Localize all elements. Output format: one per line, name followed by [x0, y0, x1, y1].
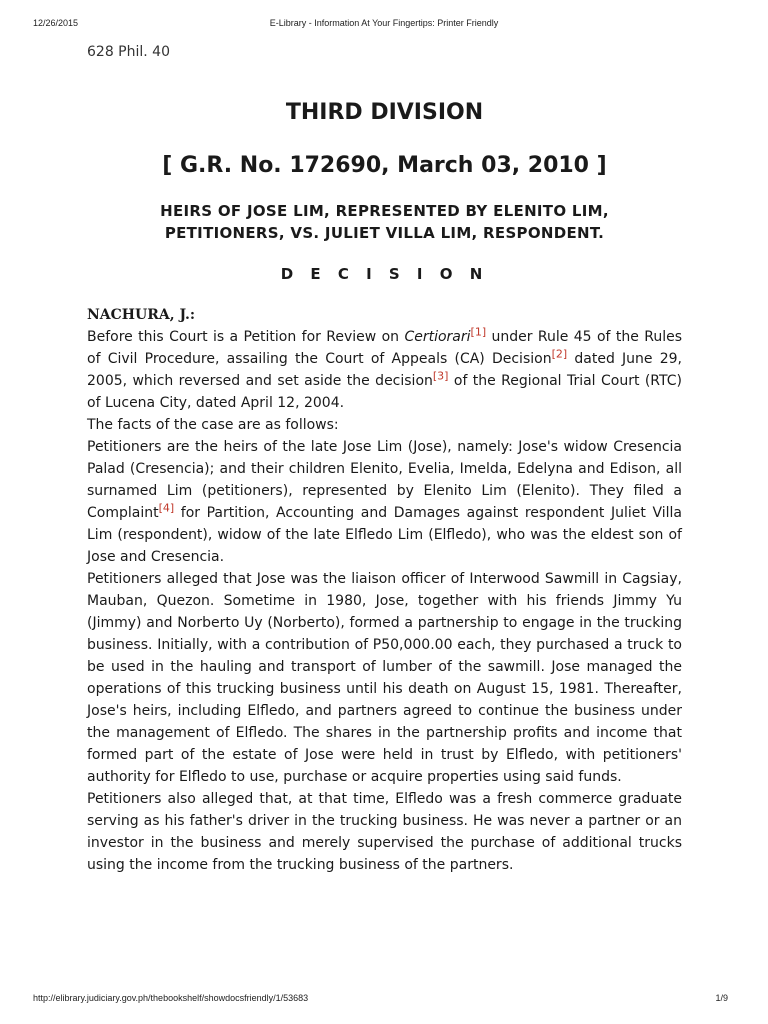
citation: 628 Phil. 40: [87, 44, 170, 60]
print-page-number: 1/9: [715, 993, 728, 1003]
p1-text-c: dated June 29, 2005, which reversed and set aside the decision: [87, 351, 682, 389]
ponente: NACHURA, J.:: [87, 307, 196, 323]
paragraph-2: The facts of the case are as follows:: [87, 417, 339, 433]
parties-line-2: PETITIONERS, VS. JULIET VILLA LIM, RESPONDENT.: [164, 224, 605, 242]
footnote-link-3[interactable]: [3]: [432, 369, 449, 383]
p1-italic-certiorari: Certiorari: [404, 329, 471, 345]
paragraph-4: Petitioners alleged that Jose was the liaison officer of Interwood Sawmill in Cagsiay, Mauban, Quezon. Sometime in 1980, Jose, together with his friends Jimmy Yu (Jimmy) and Norberto Uy (Norberto), formed a partnership to engage in the trucking business. Initially, with a contribution of P50,000.00 each, they purchased a truck to be used in the hauling and transport of lumber of the sawmill. Jose managed the operations of this trucking business until his death on August 15, 1981. Thereafter, Jose's heirs, including Elfledo, and partners agreed to continue the business under the management of Elfledo. The shares in the partnership profits and income that formed part of the estate of Jose were held in trust by Elfledo, with petitioners' authority for Elfledo to use, purchase or acquire properties using said funds.: [87, 571, 682, 785]
print-date: 12/26/2015: [33, 18, 79, 28]
case-number-heading: [ G.R. No. 172690, March 03, 2010 ]: [162, 153, 607, 178]
p3-text-a: Petitioners are the heirs of the late Jose Lim (Jose), namely: Jose's widow Cresencia Palad (Cresencia); and their children Elenito, Evelia, Imelda, Edelyna and Edison, all surnamed Lim (petitioners), represented by Elenito Lim (Elenito). They filed a Complaint: [87, 439, 682, 521]
footnote-link-4[interactable]: [4]: [158, 501, 175, 515]
paragraph-3: [87, 436, 682, 568]
case-parties: [87, 200, 682, 244]
footnote-link-2[interactable]: [2]: [551, 347, 568, 361]
print-footer: [0, 993, 768, 1005]
decision-heading: D E C I S I O N: [280, 265, 489, 283]
p1-text-d: of the Regional Trial Court (RTC) of Lucena City, dated April 12, 2004.: [87, 373, 682, 411]
document-body: [87, 42, 682, 876]
division-heading: THIRD DIVISION: [285, 100, 484, 125]
print-url: http://elibrary.judiciary.gov.ph/thebookshelf/showdocsfriendly/1/53683: [33, 993, 309, 1003]
p3-text-b: for Partition, Accounting and Damages against respondent Juliet Villa Lim (respondent), widow of the late Elfledo Lim (Elfledo), who was the eldest son of Jose and Cresencia.: [87, 505, 682, 565]
p1-text-b: under Rule 45 of the Rules of Civil Procedure, assailing the Court of Appeals (CA) Decision: [87, 329, 682, 367]
p1-text-a: Before this Court is a Petition for Review on: [87, 329, 405, 345]
paragraph-1: [87, 326, 682, 414]
parties-line-1: HEIRS OF JOSE LIM, REPRESENTED BY ELENITO LIM,: [160, 202, 609, 220]
print-header: [0, 18, 768, 30]
footnote-link-1[interactable]: [1]: [470, 325, 487, 339]
print-title: E-Library - Information At Your Fingertips: Printer Friendly: [269, 18, 499, 28]
paragraph-5: Petitioners also alleged that, at that time, Elfledo was a fresh commerce graduate serving as his father's driver in the trucking business. He was never a partner or an investor in the business and merely supervised the purchase of additional trucks using the income from the trucking business of the partners.: [87, 791, 682, 873]
